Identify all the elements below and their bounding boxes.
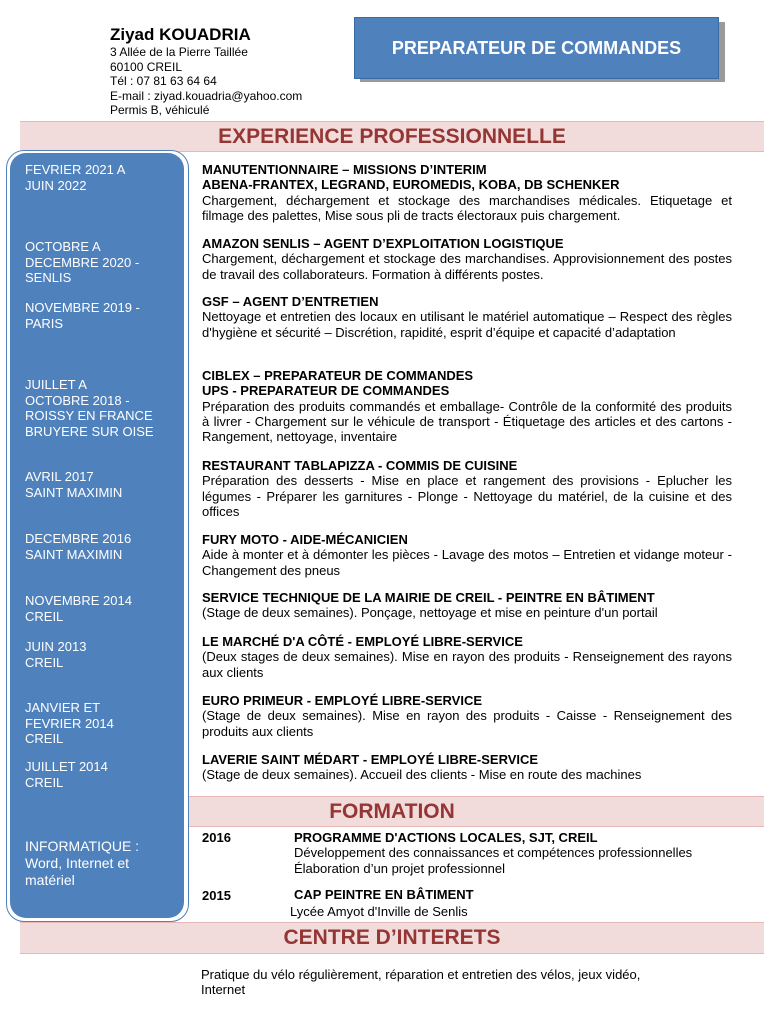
sidebar-date-line: JUILLET A (25, 377, 87, 392)
experience-title: RESTAURANT TABLAPIZZA - COMMIS DE CUISINE (202, 458, 518, 473)
formation-description-line: Lycée Amyot d'Inville de Senlis (290, 904, 468, 919)
experience-title: EURO PRIMEUR - EMPLOYÉ LIBRE-SERVICE (202, 693, 483, 708)
sidebar-date (25, 239, 139, 286)
sidebar-date-line: OCTOBRE A (25, 239, 101, 254)
formation-year: 2016 (202, 830, 231, 845)
experience-entry (202, 693, 732, 739)
sidebar-date-line: PARIS (25, 315, 64, 331)
experience-entry (202, 634, 732, 680)
experience-description: Chargement, déchargement et stockage des marchandises. Approvisionnement des postes de travail des collaborateurs. Formation à différents postes. (202, 251, 732, 282)
section-interests-title: CENTRE D’INTERETS (283, 926, 501, 949)
driving-license: Permis B, véhiculé (110, 103, 210, 117)
section-experience-title: EXPERIENCE PROFESSIONNELLE (218, 125, 566, 148)
formation-title: PROGRAMME D'ACTIONS LOCALES, SJT, CREIL (294, 830, 598, 845)
sidebar-date-line: SENLIS (25, 270, 72, 285)
job-title: PREPARATEUR DE COMMANDES (391, 37, 682, 58)
formation-title: CAP PEINTRE EN BÂTIMENT (294, 887, 474, 902)
formation-year: 2015 (202, 888, 231, 903)
interests-line: Pratique du vélo régulièrement, réparation et entretien des vélos, jeux vidéo, (201, 967, 641, 982)
sidebar-skill-line: INFORMATIQUE : (25, 838, 140, 854)
experience-entry (202, 368, 732, 444)
sidebar-date (25, 469, 122, 500)
sidebar-skills (25, 838, 139, 889)
sidebar-date-line: CREIL (25, 774, 64, 790)
sidebar-date (25, 377, 154, 439)
experience-entry (202, 236, 732, 282)
interests-text (201, 967, 701, 997)
experience-title: LE MARCHÉ D'A CÔTÉ - EMPLOYÉ LIBRE-SERVICE (202, 634, 523, 649)
experience-title: AMAZON SENLIS – AGENT D’EXPLOITATION LOGISTIQUE (202, 236, 564, 251)
sidebar-date-line: DECEMBRE 2020 - (25, 254, 140, 270)
sidebar-date (25, 759, 108, 790)
experience-entry (202, 752, 732, 783)
section-formation-title: FORMATION (329, 800, 455, 823)
sidebar-date (25, 700, 114, 747)
experience-description: (Stage de deux semaines). Ponçage, nettoyage et mise en peinture d'un portail (202, 605, 658, 621)
experience-entry (202, 294, 732, 340)
sidebar-date-line: ROISSY EN FRANCE (25, 408, 153, 423)
sidebar-date-line: AVRIL 2017 (25, 469, 94, 484)
sidebar-date (25, 531, 131, 562)
address-line-2: 60100 CREIL (110, 59, 183, 74)
experience-title: SERVICE TECHNIQUE DE LA MAIRIE DE CREIL - PEINTRE EN BÂTIMENT (202, 590, 655, 605)
sidebar-date-line: SAINT MAXIMIN (25, 546, 123, 562)
experience-title: ABENA-FRANTEX, LEGRAND, EUROMEDIS, KOBA, DB SCHENKER (202, 177, 620, 193)
sidebar-date-line: BRUYERE SUR OISE (25, 423, 154, 439)
sidebar-skill-line: Word, Internet et (25, 855, 130, 871)
sidebar-date-line: DECEMBRE 2016 (25, 531, 132, 546)
experience-title: LAVERIE SAINT MÉDART - EMPLOYÉ LIBRE-SERVICE (202, 752, 539, 767)
experience-title: GSF – AGENT D’ENTRETIEN (202, 294, 379, 309)
experience-description: Nettoyage et entretien des locaux en utilisant le matériel automatique – Respect des règles d'hygiène et sécurité – Discrétion, rapidité, esprit d’équipe et capacité d’adaptation (202, 309, 732, 340)
sidebar-date-line: FEVRIER 2021 A (25, 162, 126, 177)
experience-description: (Stage de deux semaines). Mise en rayon des produits - Caisse - Renseignement des produits aux clients (202, 708, 732, 739)
experience-description: Préparation des produits commandés et emballage- Contrôle de la conformité des produits à livrer - Chargement sur le véhicule de transport - Étiquetage des articles et des cartons - Rangement, nettoyage, inventaire (202, 398, 732, 445)
sidebar-date (25, 162, 125, 193)
experience-title: UPS - PREPARATEUR DE COMMANDES (202, 383, 450, 399)
experience-title: CIBLEX – PREPARATEUR DE COMMANDES (202, 368, 474, 383)
experience-description: Préparation des desserts - Mise en place et rangement des provisions - Eplucher les légumes - Préparer les garnitures - Plonge - Nettoyage du matériel, de la cuisine et des offices (202, 473, 732, 519)
sidebar-date-line: CREIL (25, 608, 64, 624)
sidebar-date (25, 639, 86, 670)
sidebar-date-line: NOVEMBRE 2019 - (25, 300, 140, 315)
sidebar-date (25, 300, 140, 331)
section-interests-header (20, 922, 764, 954)
sidebar-date-line: NOVEMBRE 2014 (25, 593, 132, 608)
sidebar-date-line: JANVIER ET (25, 700, 101, 715)
experience-entry (202, 458, 732, 519)
formation-description (294, 845, 692, 876)
sidebar-date-line: JUILLET 2014 (25, 759, 108, 774)
interests-line: Internet (201, 982, 246, 997)
sidebar-date (25, 593, 132, 624)
experience-description: (Stage de deux semaines). Accueil des clients - Mise en route des machines (202, 767, 642, 783)
experience-description: Chargement, déchargement et stockage des marchandises médicales. Etiquetage et filmage des palettes, Mise sous pli de tracts électoraux puis chargement. (202, 192, 732, 223)
sidebar-skill-line: matériel (25, 872, 75, 888)
sidebar-date-line: JUIN 2013 (25, 639, 87, 654)
job-title-box (354, 17, 719, 79)
contact-block (110, 45, 302, 118)
phone: Tél : 07 81 63 64 64 (110, 74, 217, 88)
experience-title: FURY MOTO - AIDE-MÉCANICIEN (202, 532, 408, 547)
section-experience-header (20, 121, 764, 152)
experience-entry (202, 590, 732, 621)
sidebar-date-line: CREIL (25, 654, 64, 670)
sidebar-date-line: CREIL (25, 731, 64, 746)
experience-entry (202, 532, 732, 578)
formation-description-line: Élaboration d’un projet professionnel (294, 860, 506, 876)
email: E-mail : ziyad.kouadria@yahoo.com (110, 88, 303, 103)
candidate-name: Ziyad KOUADRIA (110, 25, 251, 44)
experience-entry (202, 162, 732, 223)
experience-title: MANUTENTIONNAIRE – MISSIONS D’INTERIM (202, 162, 487, 177)
address-line-1: 3 Allée de la Pierre Taillée (110, 45, 248, 59)
experience-description: (Deux stages de deux semaines). Mise en rayon des produits - Renseignement des rayons aux clients (202, 649, 732, 680)
sidebar-date-line: FEVRIER 2014 (25, 715, 114, 731)
formation-description-line: Développement des connaissances et compétences professionnelles (294, 845, 693, 860)
experience-description: Aide à monter et à démonter les pièces - Lavage des motos – Entretien et vidange moteur - Changement des pneus (202, 547, 732, 578)
formation-description (290, 904, 468, 920)
sidebar-date-line: JUIN 2022 (25, 177, 87, 193)
sidebar-date-line: SAINT MAXIMIN (25, 484, 123, 500)
sidebar-date-line: OCTOBRE 2018 - (25, 392, 130, 408)
